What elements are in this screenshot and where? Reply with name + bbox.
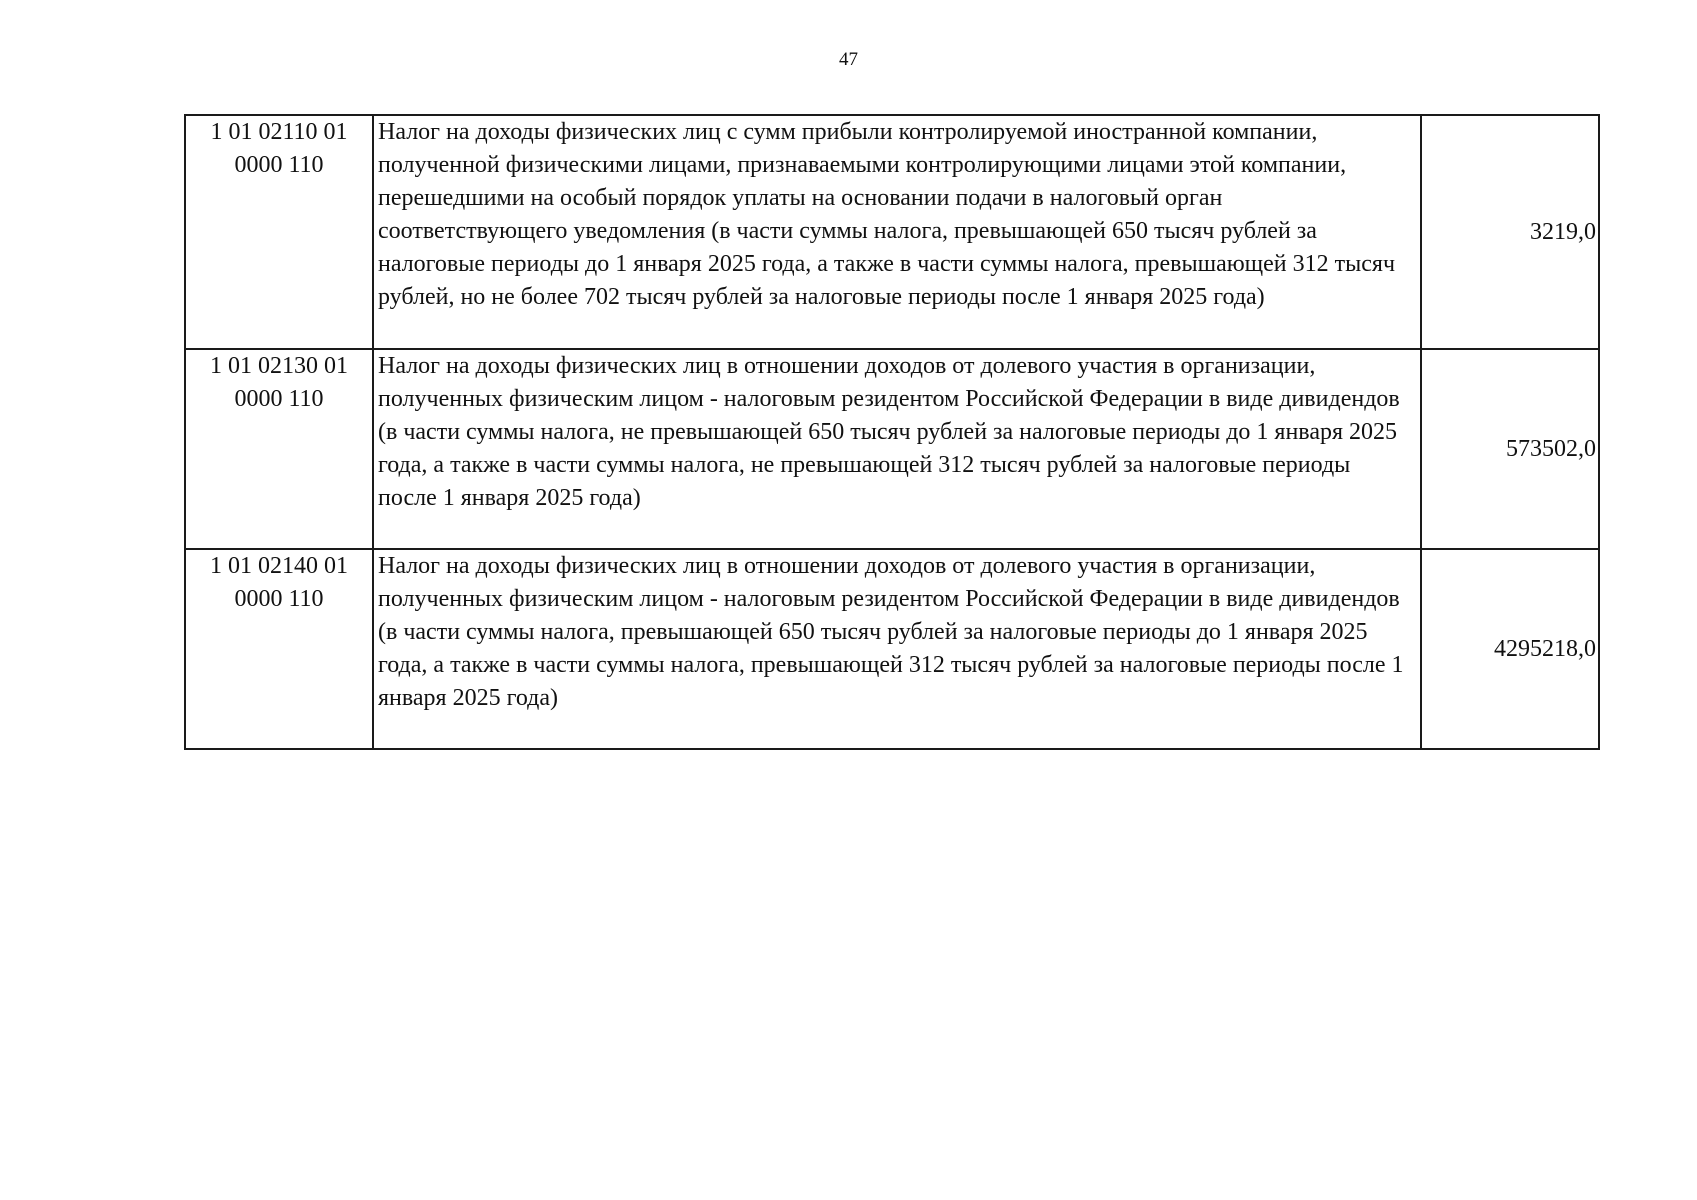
page-number: 47 — [839, 49, 858, 70]
table-row — [185, 115, 1599, 349]
budget-code-line: 1 01 02130 01 — [210, 353, 348, 379]
budget-code-cell — [185, 549, 373, 749]
revenue-name-cell: Налог на доходы физических лиц в отношении доходов от долевого участия в организации, полученных физическим лицом - налоговым резидентом Российской Федерации в виде дивидендов (в части суммы налога, не превышающей 650 тысяч рублей за налоговые периоды до 1 января 2025 года, а также в части суммы налога, не превышающей 312 тысяч рублей за налоговые периоды после 1 января 2025 года) — [373, 349, 1421, 549]
budget-code-line: 0000 110 — [234, 152, 324, 178]
budget-code-line: 1 01 02110 01 — [210, 119, 348, 145]
table-row — [185, 349, 1599, 549]
table-row — [185, 549, 1599, 749]
revenue-name-cell: Налог на доходы физических лиц в отношении доходов от долевого участия в организации, полученных физическим лицом - налоговым резидентом Российской Федерации в виде дивидендов (в части суммы налога, превышающей 650 тысяч рублей за налоговые периоды до 1 января 2025 года, а также в части суммы налога, превышающей 312 тысяч рублей за налоговые периоды после 1 января 2025 года) — [373, 549, 1421, 749]
budget-code-line: 1 01 02140 01 — [210, 553, 348, 579]
budget-code-line: 0000 110 — [234, 586, 324, 612]
amount-cell: 4295218,0 — [1421, 549, 1599, 749]
budget-code-line: 0000 110 — [234, 386, 324, 412]
budget-code-cell — [185, 349, 373, 549]
amount-cell: 3219,0 — [1421, 115, 1599, 349]
revenue-name-cell: Налог на доходы физических лиц с сумм прибыли контролируемой иностранной компании, полученной физическими лицами, признаваемыми контролирующими лицами этой компании, перешедшими на особый порядок уплаты на основании подачи в налоговый орган соответствующего уведомления (в части суммы налога, превышающей 650 тысяч рублей за налоговые периоды до 1 января 2025 года, а также в части суммы налога, превышающей 312 тысяч рублей, но не более 702 тысяч рублей за налоговые периоды после 1 января 2025 года) — [373, 115, 1421, 349]
revenue-table — [184, 114, 1600, 750]
amount-cell: 573502,0 — [1421, 349, 1599, 549]
budget-code-cell — [185, 115, 373, 349]
